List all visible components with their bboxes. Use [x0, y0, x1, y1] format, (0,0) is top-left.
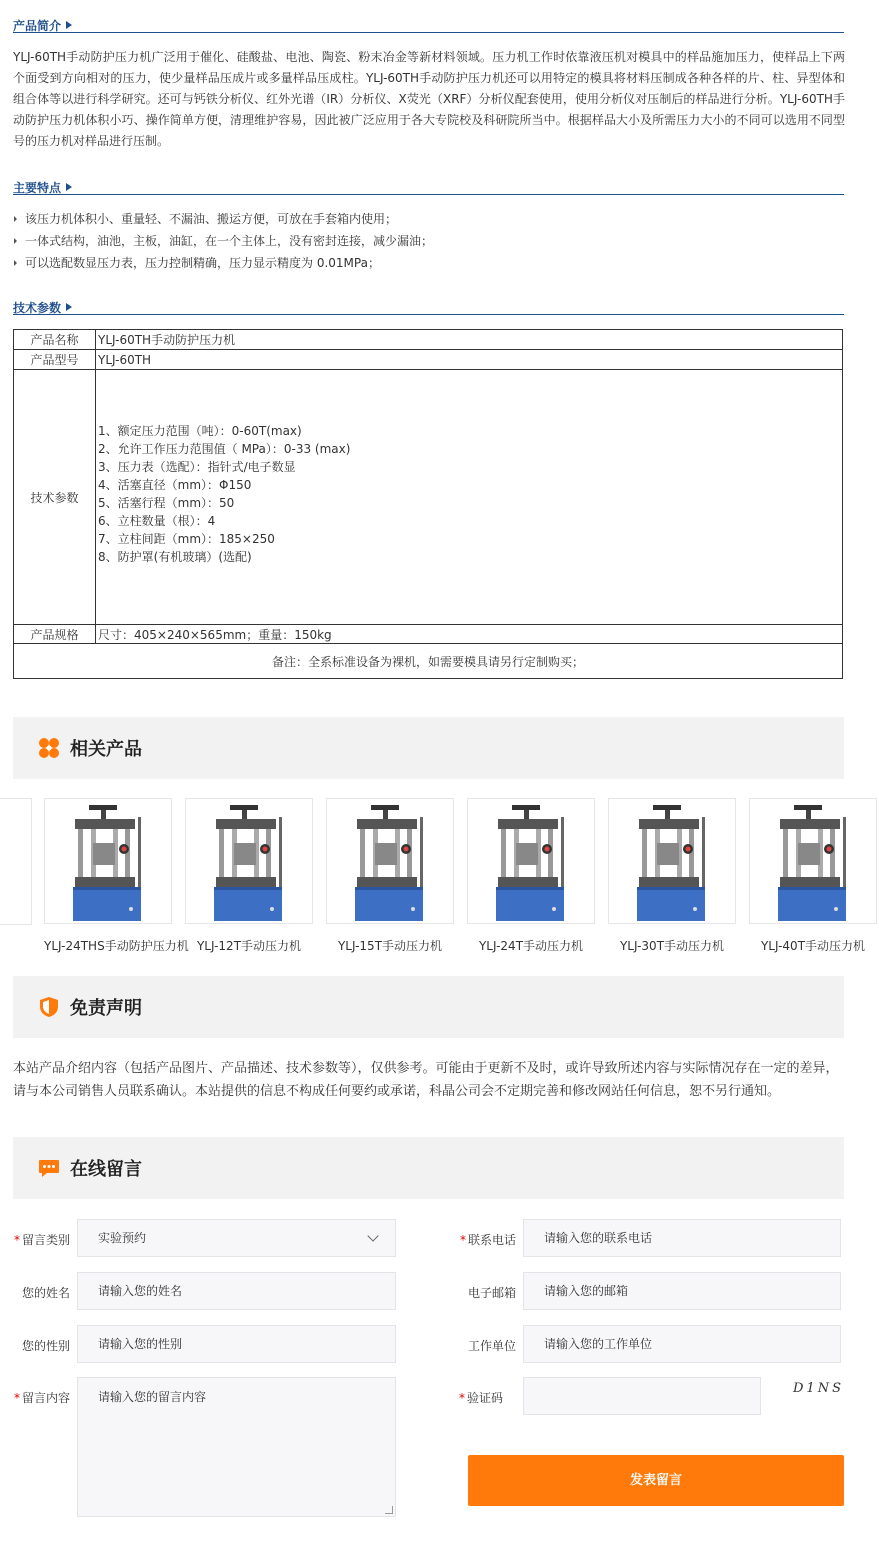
spec-param-line: 7、立柱间距（mm）：185×250	[98, 532, 275, 546]
product-image[interactable]	[44, 798, 172, 924]
disclaimer-title: 免责声明	[70, 998, 142, 1019]
spec-param-line: 5、活塞行程（mm）：50	[98, 496, 235, 510]
category-select-value: 实验预约	[98, 1231, 147, 1245]
chevron-down-icon	[367, 1230, 378, 1241]
table-row	[14, 370, 843, 625]
spec-param-line: 3、压力表（选配）：指针式/电子数显	[98, 460, 296, 474]
product-name[interactable]: YLJ-40T手动压力机	[760, 939, 866, 953]
email-label: 电子邮箱	[467, 1286, 516, 1300]
intro-section-header	[13, 7, 844, 33]
spec-size-value: 尺寸：405×240×565mm；重量：150kg	[96, 625, 843, 644]
message-label: * 留言内容	[13, 1391, 70, 1405]
clover-icon	[38, 737, 60, 759]
table-row	[14, 644, 843, 679]
category-label: * 留言类别	[13, 1233, 70, 1247]
product-card[interactable]	[44, 798, 189, 954]
table-row	[14, 625, 843, 644]
spec-param-line: 6、立柱数量（根）：4	[98, 514, 216, 528]
spec-param-line: 4、活塞直径（mm）：Φ150	[98, 478, 252, 492]
specs-section-title: 技术参数	[13, 301, 62, 315]
captcha-image[interactable]: D1NS	[793, 1381, 844, 1396]
spec-params-label: 技术参数	[14, 370, 96, 625]
features-list	[13, 208, 845, 274]
list-item: 一体式结构，油池，主板，油缸，在一个主体上，没有密封连接，减少漏油；	[13, 230, 845, 252]
email-input[interactable]: 请输入您的邮箱	[523, 1272, 841, 1310]
spec-name-label: 产品名称	[14, 330, 96, 350]
spec-name-value: YLJ-60TH手动防护压力机	[96, 330, 843, 350]
product-image[interactable]	[185, 798, 313, 924]
resize-grip-icon[interactable]	[385, 1506, 393, 1514]
phone-label: * 联系电话	[459, 1233, 516, 1247]
product-name[interactable]: YLJ-24THS手动防护压力机	[44, 939, 189, 953]
table-row	[14, 330, 843, 350]
spec-params-value	[96, 370, 843, 625]
shield-icon	[38, 996, 60, 1018]
message-textarea[interactable]: 请输入您的留言内容	[77, 1377, 396, 1517]
spec-param-line: 8、防护罩(有机玻璃）(选配)	[98, 550, 252, 564]
list-item: 可以选配数显压力表，压力控制精确，压力显示精度为 0.01MPa；	[13, 252, 845, 274]
disclaimer-text: 本站产品介绍内容（包括产品图片、产品描述、技术参数等），仅供参考。可能由于更新不及时，或许导致所述内容与实际情况存在一定的差异，请与本公司销售人员联系确认。本站提供的信息不构成任何要约或承诺，科晶公司会不定期完善和修改网站任何信息，恕不另行通知。	[13, 1061, 839, 1099]
category-select[interactable]	[77, 1219, 396, 1257]
related-products-title: 相关产品	[70, 739, 142, 760]
gender-input[interactable]: 请输入您的性别	[77, 1325, 396, 1363]
captcha-label: * 验证码	[458, 1391, 503, 1405]
spec-model-value: YLJ-60TH	[96, 350, 843, 370]
spec-param-line: 2、允许工作压力范围值（ MPa）：0-33 (max)	[98, 442, 351, 456]
company-input[interactable]: 请输入您的工作单位	[523, 1325, 841, 1363]
product-card[interactable]	[185, 798, 315, 954]
spec-param-line: 1、额定压力范围（吨）：0-60T(max)	[98, 424, 302, 438]
product-card[interactable]	[467, 798, 597, 954]
spec-model-label: 产品型号	[14, 350, 96, 370]
name-label: 您的姓名	[21, 1286, 70, 1300]
product-name[interactable]: YLJ-30T手动压力机	[619, 939, 725, 953]
intro-text: YLJ-60TH手动防护压力机广泛用于催化、硅酸盐、电池、陶瓷、粉末冶金等新材料领域。压力机工作时依靠液压机对模具中的样品施加压力，使样品上下两个面受到方向相对的压力，使少量样品压成片或多量样品压成柱。YLJ-60TH手动防护压力机还可以用特定的模具将材料压制成各种各样的片、柱、异型体和组合体等以进行科学研究。还可与钙铁分析仪、红外光谱（IR）分析仪、X荧光（XRF）分析仪配套使用，使用分析仪对压制后的样品进行分析。YLJ-60TH手动防护压力机体积小巧、操作简单方便，清理维护容易，因此被广泛应用于各大专院校及科研院所当中。根据样品大小及所需压力大小的不同可以选用不同型号的压力机对样品进行压制。	[13, 50, 845, 148]
intro-section-title: 产品简介	[13, 19, 62, 33]
product-name[interactable]: YLJ-24T手动压力机	[478, 939, 584, 953]
message-form-header	[13, 1137, 844, 1199]
features-section-header	[13, 169, 844, 195]
features-section-title: 主要特点	[13, 181, 62, 195]
gender-label: 您的性别	[21, 1339, 70, 1353]
product-card[interactable]	[749, 798, 879, 954]
specs-section-header	[13, 289, 844, 315]
disclaimer-header	[13, 976, 844, 1038]
product-name[interactable]: YLJ-12T手动压力机	[196, 939, 302, 953]
product-image[interactable]	[749, 798, 877, 924]
product-image[interactable]	[608, 798, 736, 924]
table-row	[14, 350, 843, 370]
submit-button[interactable]: 发表留言	[468, 1455, 844, 1506]
captcha-input[interactable]	[523, 1377, 761, 1415]
product-image[interactable]	[326, 798, 454, 924]
product-card[interactable]	[608, 798, 738, 954]
product-card[interactable]	[326, 798, 456, 954]
product-card-partial[interactable]	[0, 798, 32, 925]
spec-table	[13, 329, 843, 679]
triangle-right-icon	[66, 21, 72, 29]
related-products-header	[13, 717, 844, 779]
message-form-title: 在线留言	[70, 1159, 142, 1180]
list-item: 该压力机体积小、重量轻、不漏油、搬运方便，可放在手套箱内使用；	[13, 208, 845, 230]
phone-input[interactable]: 请输入您的联系电话	[523, 1219, 841, 1257]
spec-size-label: 产品规格	[14, 625, 96, 644]
company-label: 工作单位	[467, 1339, 516, 1353]
product-image[interactable]	[467, 798, 595, 924]
spec-note: 备注：全系标准设备为裸机，如需要模具请另行定制购买；	[14, 644, 843, 679]
product-name[interactable]: YLJ-15T手动压力机	[337, 939, 443, 953]
triangle-right-icon	[66, 303, 72, 311]
chat-bubble-icon	[38, 1157, 60, 1179]
name-input[interactable]: 请输入您的姓名	[77, 1272, 396, 1310]
triangle-right-icon	[66, 183, 72, 191]
